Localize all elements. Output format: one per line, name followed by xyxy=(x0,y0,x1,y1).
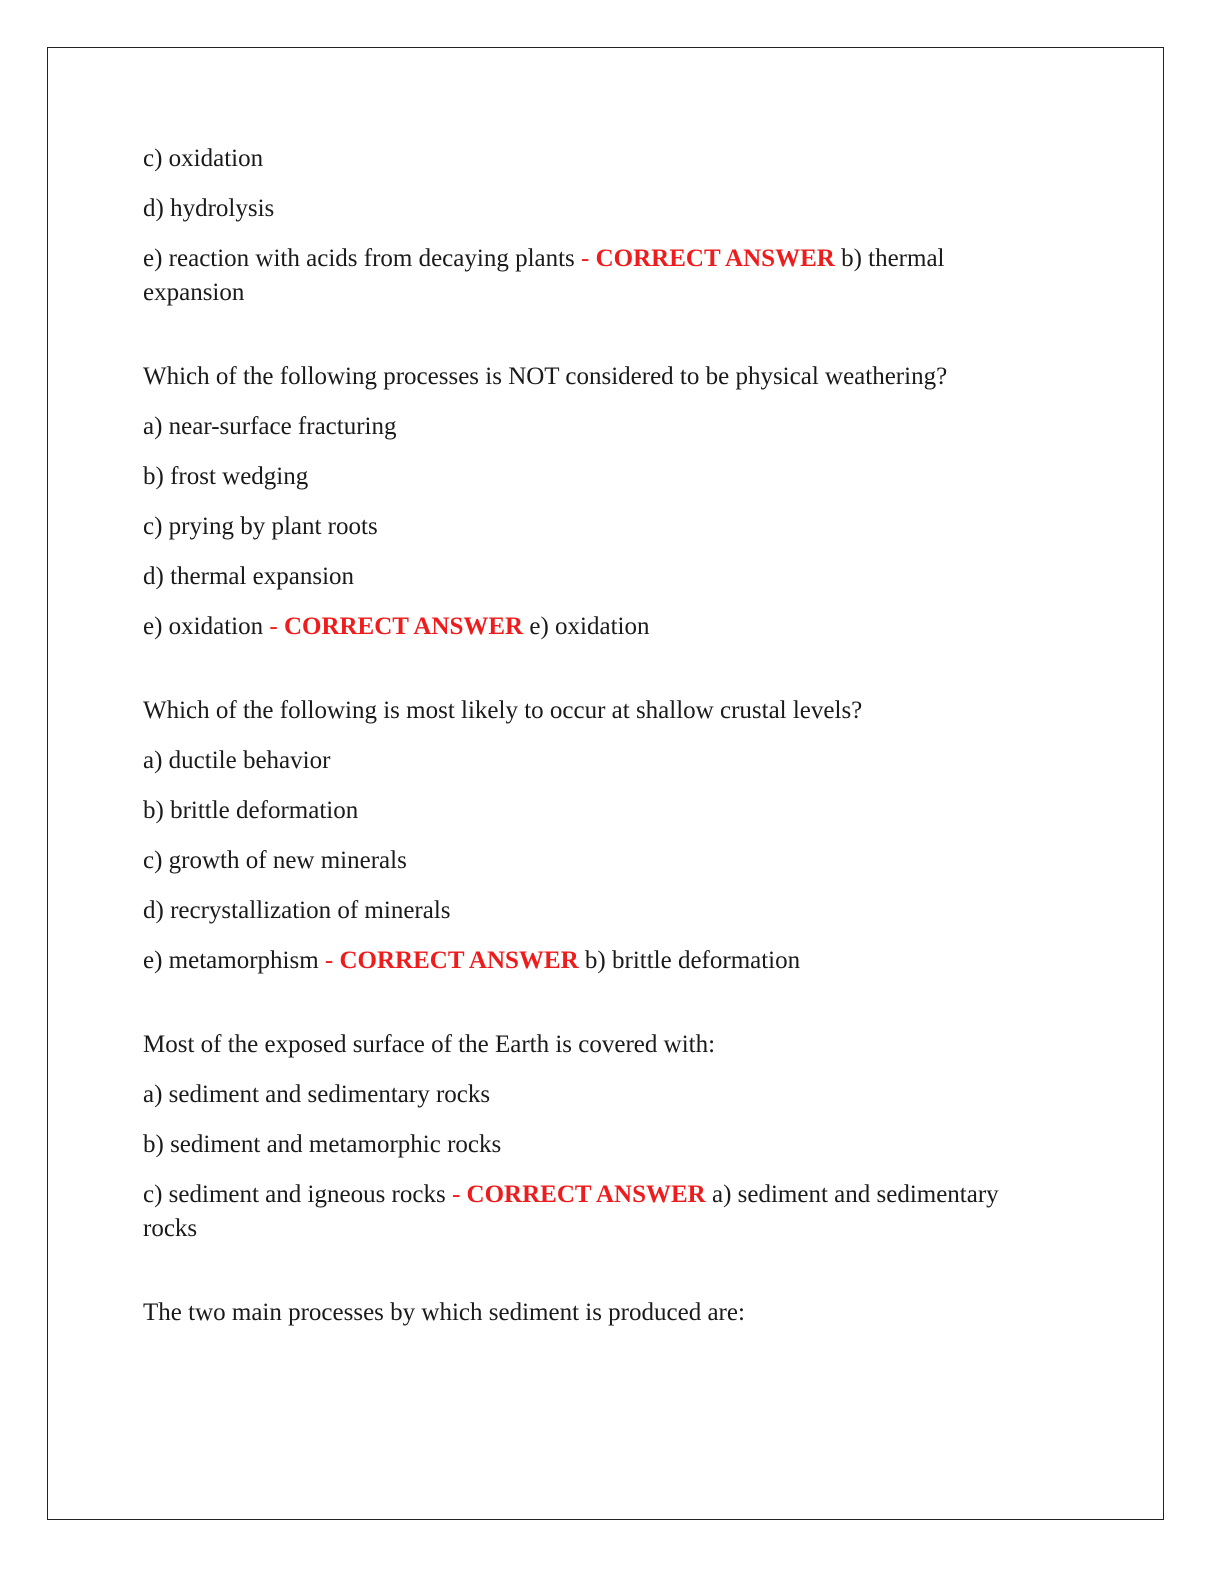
answer-separator: - xyxy=(581,245,590,272)
document-content xyxy=(143,142,1043,1346)
option-line: b) sediment and metamorphic rocks xyxy=(143,1131,502,1158)
option-line: a) near-surface fracturing xyxy=(143,413,397,440)
answer-separator: - xyxy=(324,947,334,974)
correct-answer-label: CORRECT ANSWER xyxy=(466,1181,706,1208)
answer-line xyxy=(143,610,1043,644)
option-line: c) prying by plant roots xyxy=(143,513,378,540)
answer-text: b) brittle deformation xyxy=(584,947,801,974)
option-line: a) sediment and sedimentary rocks xyxy=(143,1081,491,1108)
correct-answer-label: CORRECT ANSWER xyxy=(339,947,579,974)
answer-text: a) sediment and sedimentary rocks xyxy=(143,1181,999,1242)
option-line: c) oxidation xyxy=(143,145,264,172)
answer-separator: - xyxy=(451,1181,461,1208)
correct-answer-label: CORRECT ANSWER xyxy=(595,245,835,272)
question-text: Which of the following is most likely to occur at shallow crustal levels? xyxy=(143,697,863,724)
option-line: a) ductile behavior xyxy=(143,747,331,774)
option-line: d) hydrolysis xyxy=(143,195,275,222)
option-text: e) oxidation xyxy=(143,613,264,640)
answer-line xyxy=(143,242,1043,310)
answer-line xyxy=(143,1178,1043,1246)
question-text: The two main processes by which sediment is produced are: xyxy=(143,1299,745,1326)
answer-separator: - xyxy=(269,613,278,640)
question-text: Most of the exposed surface of the Earth is covered with: xyxy=(143,1031,716,1058)
option-text: e) metamorphism xyxy=(143,947,319,974)
answer-text: e) oxidation xyxy=(529,613,650,640)
option-text: e) reaction with acids from decaying plants xyxy=(143,245,575,272)
option-line: d) thermal expansion xyxy=(143,563,355,590)
answer-text: b) thermal expansion xyxy=(143,245,945,306)
answer-line xyxy=(143,944,1043,978)
question-text: Which of the following processes is NOT considered to be physical weathering? xyxy=(143,363,948,390)
option-text: c) sediment and igneous rocks xyxy=(143,1181,446,1208)
correct-answer-label: CORRECT ANSWER xyxy=(283,613,524,640)
option-line: d) recrystallization of minerals xyxy=(143,897,451,924)
option-line: b) frost wedging xyxy=(143,463,309,490)
option-line: b) brittle deformation xyxy=(143,797,359,824)
option-line: c) growth of new minerals xyxy=(143,847,407,874)
